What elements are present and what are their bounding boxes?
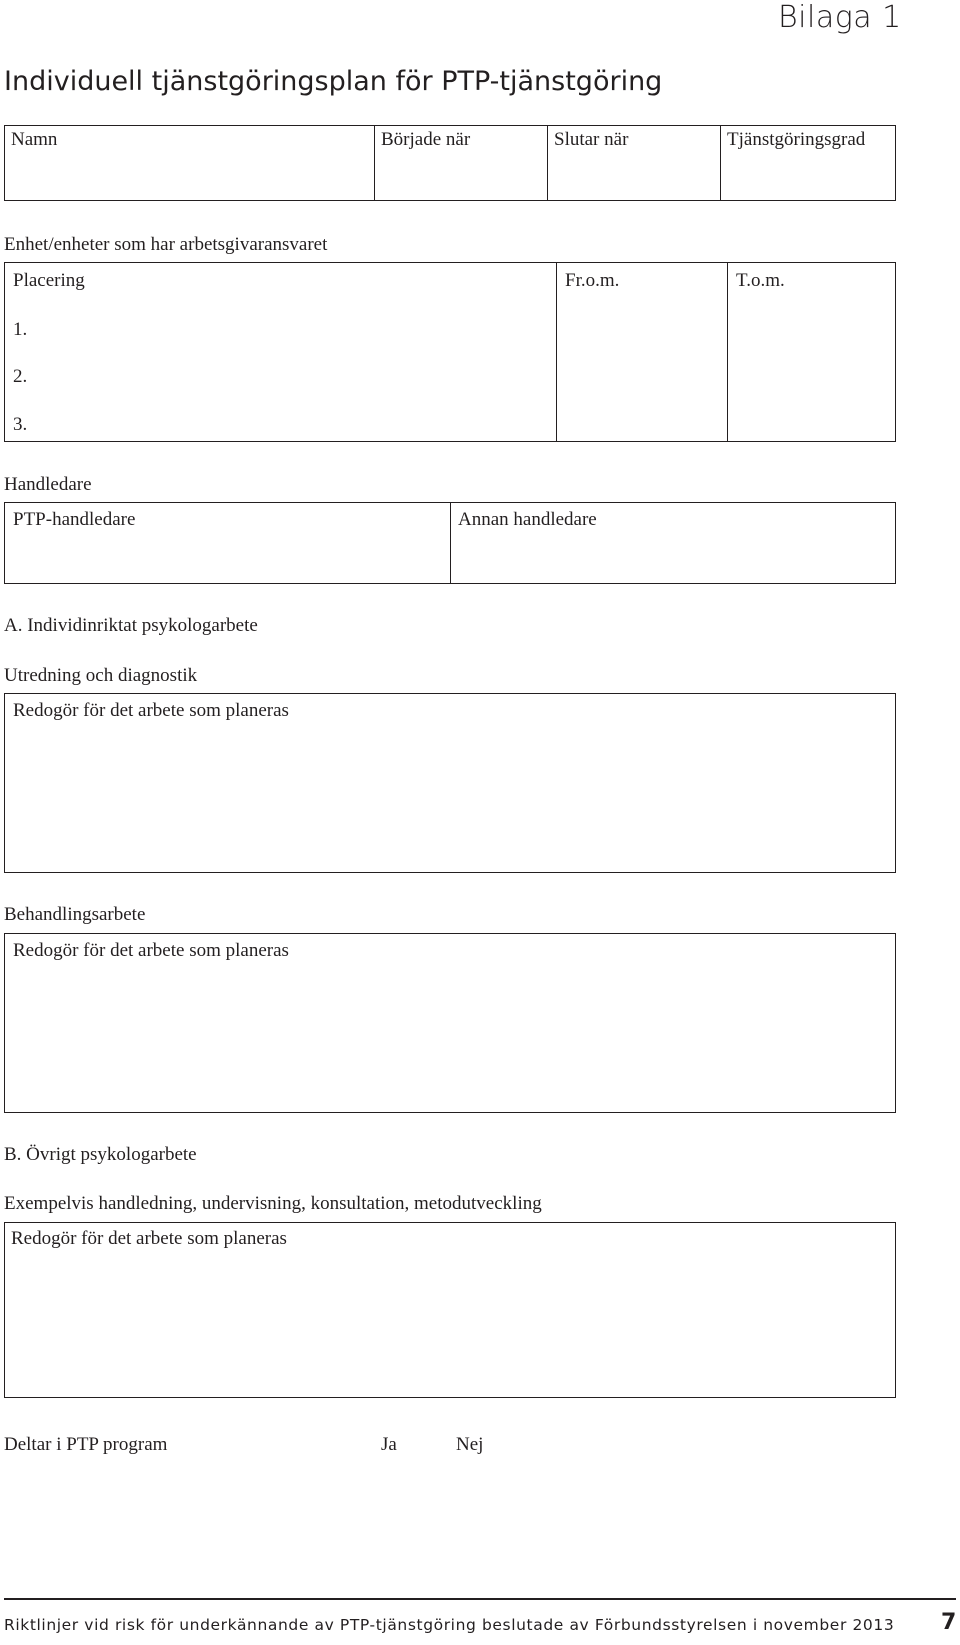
start-label: Började när: [381, 129, 471, 150]
supervisor-heading: Handledare: [4, 474, 92, 495]
other-supervisor-label: Annan handledare: [458, 509, 597, 530]
section-b-subheading: Exempelvis handledning, undervisning, konsultation, metodutveckling: [4, 1193, 542, 1214]
other-work-prompt: Redogör för det arbete som planeras: [11, 1228, 287, 1249]
section-a-heading: A. Individinriktat psykologarbete: [4, 615, 258, 636]
placement-row-number: 3.: [13, 414, 28, 435]
treatment-heading: Behandlingsarbete: [4, 904, 146, 925]
footer-rule: [4, 1598, 956, 1600]
ptp-program-no-option[interactable]: Nej: [456, 1434, 484, 1455]
employer-heading: Enhet/enheter som har arbetsgivaransvaret: [4, 234, 328, 255]
page-number: 7: [941, 1610, 957, 1635]
appendix-label: Bilaga 1: [778, 0, 902, 35]
employment-degree-label: Tjänstgöringsgrad: [727, 129, 866, 150]
name-field[interactable]: [5, 126, 373, 200]
assessment-prompt: Redogör för det arbete som planeras: [13, 700, 289, 721]
to-label: T.o.m.: [736, 270, 785, 291]
section-b-heading: B. Övrigt psykologarbete: [4, 1144, 197, 1165]
footer-text: Riktlinjer vid risk för underkännande av PTP-tjänstgöring beslutade av Förbundsstyrelsen i november 2013: [4, 1616, 895, 1634]
placement-field[interactable]: [5, 263, 555, 441]
ptp-program-yes-option[interactable]: Ja: [381, 1434, 397, 1455]
page-title: Individuell tjänstgöringsplan för PTP-tjänstgöring: [4, 66, 663, 97]
end-label: Slutar när: [554, 129, 629, 150]
assessment-heading: Utredning och diagnostik: [4, 665, 198, 686]
placement-row-number: 2.: [13, 366, 28, 387]
from-label: Fr.o.m.: [565, 270, 620, 291]
placement-label: Placering: [13, 270, 85, 291]
placement-row-number: 1.: [13, 319, 28, 340]
ptp-supervisor-label: PTP-handledare: [13, 509, 136, 530]
treatment-prompt: Redogör för det arbete som planeras: [13, 940, 289, 961]
ptp-program-label: Deltar i PTP program: [4, 1434, 168, 1455]
name-label: Namn: [11, 129, 58, 150]
